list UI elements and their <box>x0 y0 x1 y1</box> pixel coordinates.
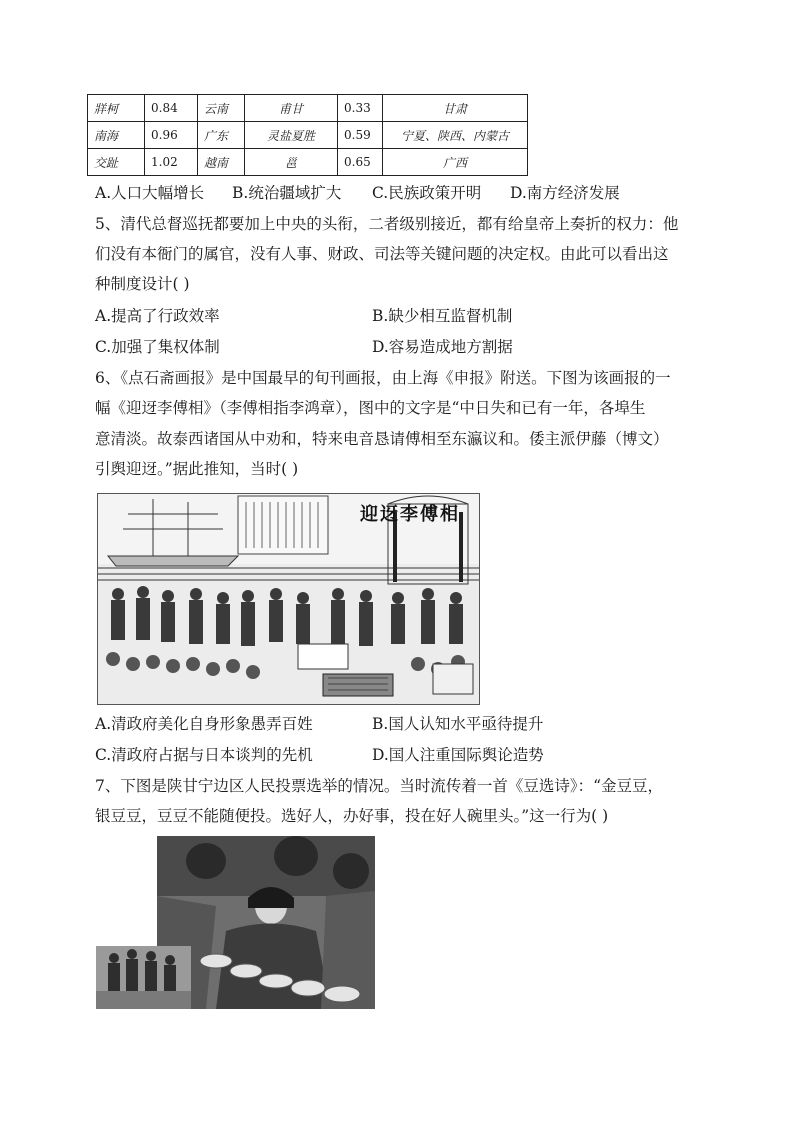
q6-option-b[interactable]: B.国人认知水平亟待提升 <box>372 715 544 733</box>
table-cell: 邕 <box>245 149 338 176</box>
q5-option-b[interactable]: B.缺少相互监督机制 <box>372 307 513 325</box>
q6-option-a[interactable]: A.清政府美化自身形象愚弄百姓 <box>95 715 313 733</box>
table-cell: 越南 <box>198 149 245 176</box>
table-cell: 1.02 <box>145 149 198 176</box>
table-cell: 广西 <box>383 149 528 176</box>
q6-stem-line: 6、《点石斋画报》是中国最早的旬刊画报，由上海《申报》附送。下图为该画报的一 <box>95 369 671 387</box>
table-cell: 甘肃 <box>383 95 528 122</box>
q6-stem-line: 幅《迎迓李傅相》（李傅相指李鸿章），图中的文字是“中日失和已有一年，各埠生 <box>95 399 646 417</box>
table-cell: 交趾 <box>88 149 145 176</box>
table-cell: 甫甘 <box>245 95 338 122</box>
q6-stem-line: 意清淡。故泰西诸国从中劝和，特来电音恳请傅相至东瀛议和。倭主派伊藤（博文） <box>95 430 669 448</box>
table-row <box>88 149 528 176</box>
table-row <box>88 122 528 149</box>
table-cell: 牂柯 <box>88 95 145 122</box>
table-cell: 0.96 <box>145 122 198 149</box>
q5-option-d[interactable]: D.容易造成地方割据 <box>372 338 513 356</box>
q5-stem-line: 种制度设计( ) <box>95 275 190 293</box>
q4-option-d[interactable]: D.南方经济发展 <box>510 184 620 202</box>
q4-option-a[interactable]: A.人口大幅增长 <box>95 184 205 202</box>
table-cell: 0.59 <box>338 122 383 149</box>
q5-stem-line: 们没有本衙门的属官，没有人事、财政、司法等关键问题的决定权。由此可以看出这 <box>95 245 669 263</box>
region-table <box>87 94 528 176</box>
table-row <box>88 95 528 122</box>
table-cell: 宁夏、陕西、内蒙古 <box>383 122 528 149</box>
q6-stem-line: 引舆迎迓。”据此推知，当时( ) <box>95 460 299 478</box>
q6-option-d[interactable]: D.国人注重国际舆论造势 <box>372 746 544 764</box>
q6-option-c[interactable]: C.清政府占据与日本谈判的先机 <box>95 746 313 764</box>
table-cell: 南海 <box>88 122 145 149</box>
q7-stem-line: 银豆豆，豆豆不能随便投。选好人，办好事，投在好人碗里头。”这一行为( ) <box>95 807 609 825</box>
q4-option-b[interactable]: B.统治疆域扩大 <box>232 184 342 202</box>
table-cell: 灵盐夏胜 <box>245 122 338 149</box>
table-cell: 广东 <box>198 122 245 149</box>
table-cell: 0.33 <box>338 95 383 122</box>
table-cell: 云南 <box>198 95 245 122</box>
q5-stem-line: 5、清代总督巡抚都要加上中央的头衔，二者级别接近，都有给皇帝上奏折的权力：他 <box>95 215 679 233</box>
table-cell: 0.84 <box>145 95 198 122</box>
q4-option-c[interactable]: C.民族政策开明 <box>372 184 482 202</box>
engraving-title: 迎迓李傅相 <box>360 504 460 525</box>
table-cell: 0.65 <box>338 149 383 176</box>
q5-option-c[interactable]: C.加强了集权体制 <box>95 338 220 356</box>
voting-photo <box>96 836 375 1009</box>
q5-option-a[interactable]: A.提高了行政效率 <box>95 307 220 325</box>
engraving-illustration <box>97 493 480 705</box>
q7-stem-line: 7、下图是陕甘宁边区人民投票选举的情况。当时流传着一首《豆选诗》：“金豆豆， <box>95 777 664 795</box>
voting-photo-drawing <box>96 836 375 1009</box>
